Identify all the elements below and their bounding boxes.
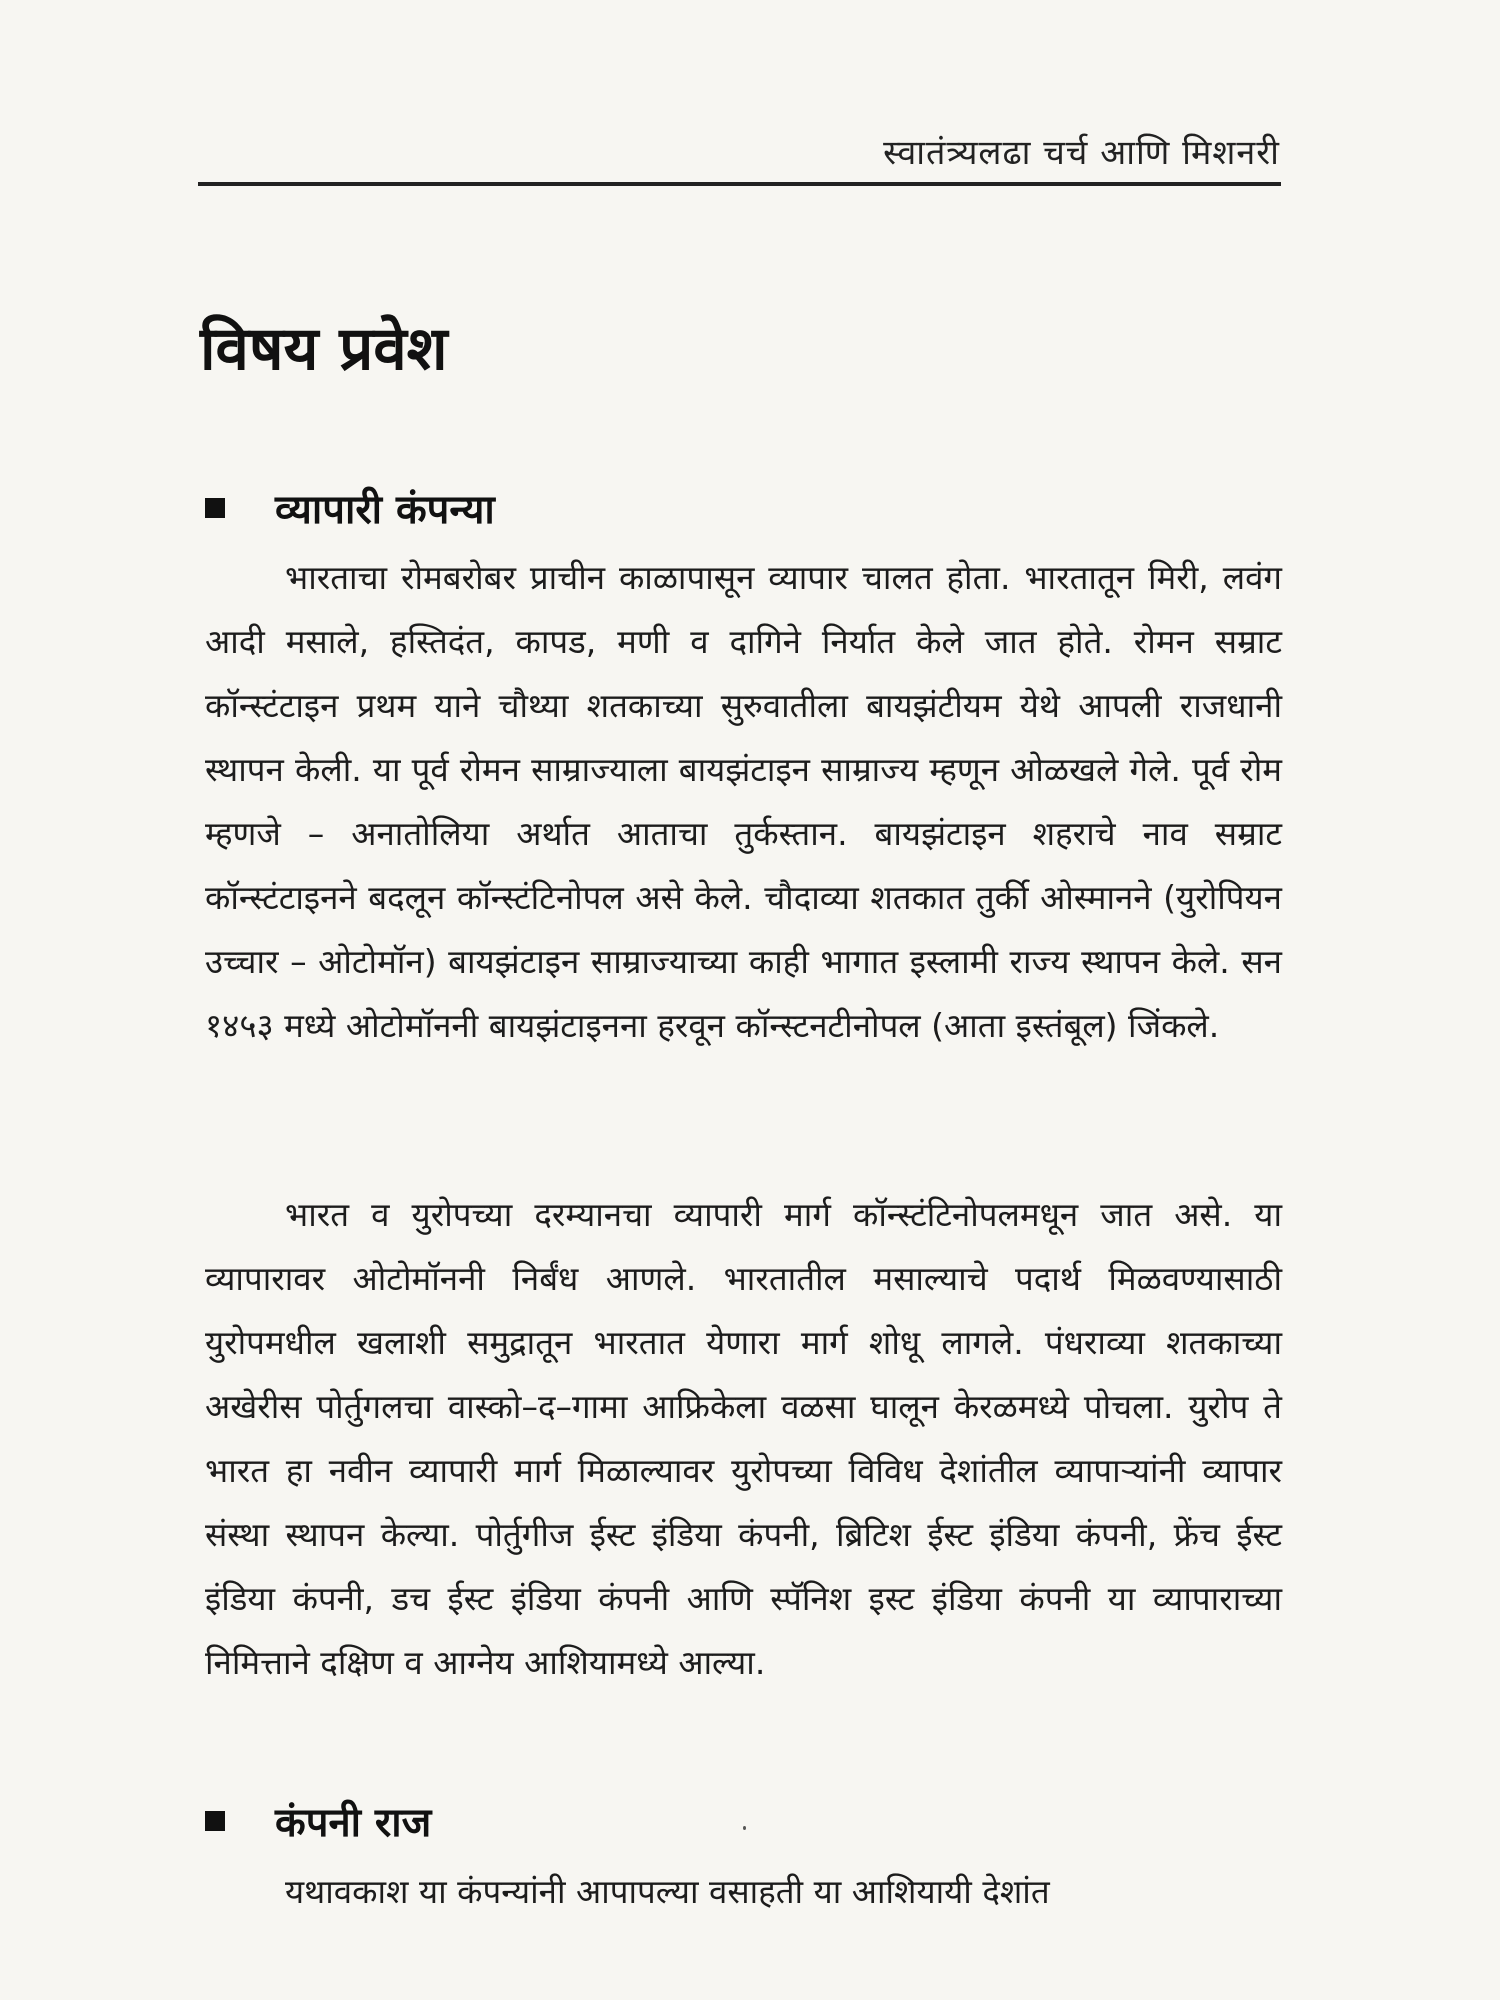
square-bullet-icon [205, 1811, 225, 1831]
section-heading-text: कंपनी राज [275, 1800, 432, 1846]
paragraph: भारत व युरोपच्या दरम्यानचा व्यापारी मार्ग कॉन्स्टंटिनोपलमधून जात असे. या व्यापारावर ओटोमॉननी निर्बंध आणले. भारतातील मसाल्याचे पदार्थ मिळवण्यासाठी युरोपमधील खलाशी समुद्रातून भारतात येणारा मार्ग शोधू लागले. पंधराव्या शतकाच्या अखेरीस पोर्तुगलचा वास्को–द–गामा आफ्रिकेला वळसा घालून केरळमध्ये पोचला. युरोप ते भारत हा नवीन व्यापारी मार्ग मिळाल्यावर युरोपच्या विविध देशांतील व्यापाऱ्यांनी व्यापार संस्था स्थापन केल्या. पोर्तुगीज ईस्ट इंडिया कंपनी, ब्रिटिश ईस्ट इंडिया कंपनी, फ्रेंच ईस्ट इंडिया कंपनी, डच ईस्ट इंडिया कंपनी आणि स्पॅनिश इस्ट इंडिया कंपनी या व्यापाराच्या निमित्ताने दक्षिण व आग्नेय आशियामध्ये आल्या. [205, 1195, 1282, 1682]
section-heading-trading-companies [205, 480, 495, 535]
paragraph: यथावकाश या कंपन्यांनी आपापल्या वसाहती या आशियायी देशांत [285, 1872, 1050, 1911]
print-speck [743, 1826, 746, 1830]
section-heading-text: व्यापारी कंपन्या [275, 487, 495, 533]
running-header: स्वातंत्र्यलढा चर्च आणि मिशनरी [883, 133, 1280, 173]
paragraph: भारताचा रोमबरोबर प्राचीन काळापासून व्यापार चालत होता. भारतातून मिरी, लवंग आदी मसाले, हस्तिदंत, कापड, मणी व दागिने निर्यात केले जात होते. रोमन सम्राट कॉन्स्टंटाइन प्रथम याने चौथ्या शतकाच्या सुरुवातीला बायझंटीयम येथे आपली राजधानी स्थापन केली. या पूर्व रोमन साम्राज्याला बायझंटाइन साम्राज्य म्हणून ओळखले गेले. पूर्व रोम म्हणजे – अनातोलिया अर्थात आताचा तुर्कस्तान. बायझंटाइन शहराचे नाव सम्राट कॉन्स्टंटाइनने बदलून कॉन्स्टंटिनोपल असे केले. चौदाव्या शतकात तुर्की ओस्मानने (युरोपियन उच्चार – ओटोमॉन) बायझंटाइन साम्राज्याच्या काही भागात इस्लामी राज्य स्थापन केले. सन १४५३ मध्ये ओटोमॉननी बायझंटाइनना हरवून कॉन्स्टनटीनोपल (आता इस्तंबूल) जिंकले. [205, 558, 1282, 1045]
section-heading-company-rule [205, 1793, 431, 1848]
chapter-title: विषय प्रवेश [200, 314, 448, 384]
header-rule [198, 182, 1281, 186]
square-bullet-icon [205, 498, 225, 518]
